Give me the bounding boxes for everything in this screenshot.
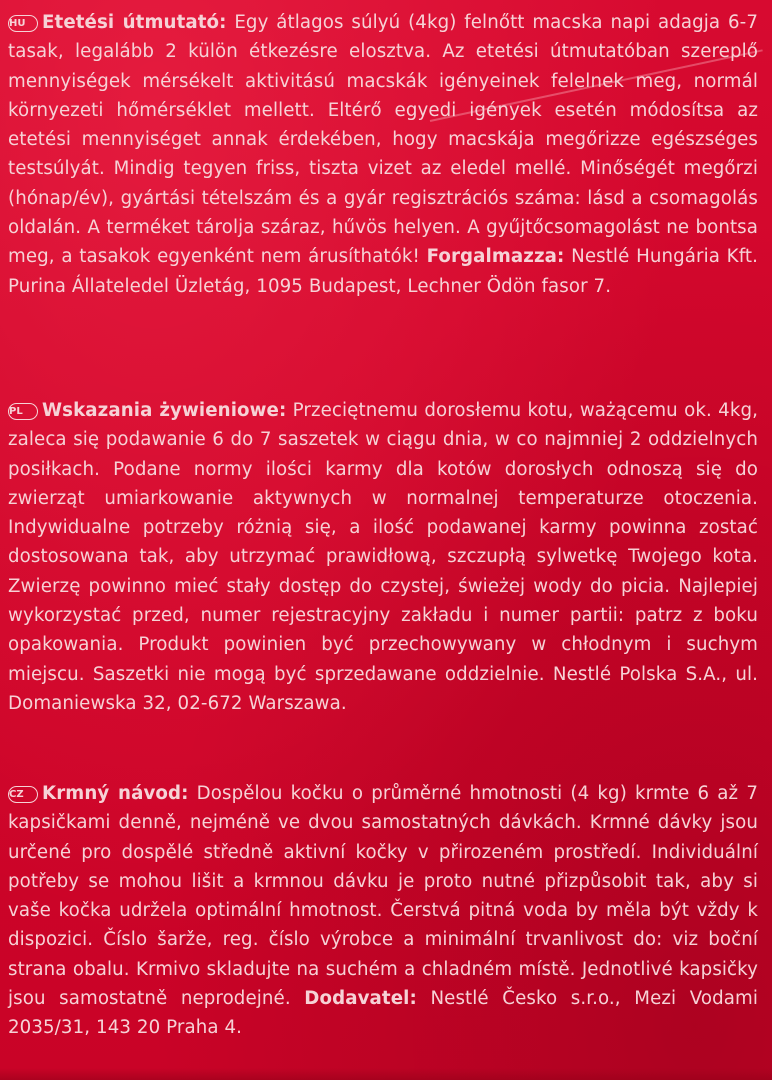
distributor-address-hu: Nestlé Hungária Kft. Purina Állateledel Üzletág, 1095 Budapest, Lechner Ödön fasor 7. xyxy=(8,246,758,297)
language-badge-pl: PL xyxy=(8,403,38,420)
supplier-label-cz: Dodavatel: xyxy=(304,988,417,1010)
section-czech xyxy=(8,779,758,1043)
feeding-guide-heading-pl: Wskazania żywieniowe: xyxy=(42,400,287,421)
feeding-guide-heading-hu: Etetési útmutató: xyxy=(42,12,227,33)
language-badge-hu: HU xyxy=(8,15,38,32)
feeding-guide-heading-cz: Krmný návod: xyxy=(42,783,189,804)
supplier-address-cz: Nestlé Česko s.r.o., Mezi Vodami 2035/31, 143 20 Praha 4. xyxy=(8,988,758,1039)
package-bottom-edge xyxy=(0,1068,772,1080)
language-badge-cz: CZ xyxy=(8,786,38,803)
section-hungarian xyxy=(8,8,758,301)
feeding-guide-text-pl: Przeciętnemu dorosłemu kotu, ważącemu ok. 4kg, zaleca się podawanie 6 do 7 saszetek w ciągu dnia, w co najmniej 2 oddzielnych posiłkach. Podane normy ilości karmy dla kotów dorosłych odnoszą się do zwierząt umiarkowanie aktywnych w normalnej temperaturze otoczenia. Indywidualne potrzeby różnią się, a ilość podawanej karmy powinna zostać dostosowana tak, aby utrzymać prawidłową, szczupłą sylwetkę Twojego kota. Zwierzę powinno mieć stały dostęp do czystej, świeżej wody do picia. Najlepiej wykorzystać przed, numer rejestracyjny zakładu i numer partii: patrz z boku opakowania. Produkt powinien być przechowywany w chłodnym i suchym miejscu. Saszetki nie mogą być sprzedawane oddzielnie. Nestlé Polska S.A., ul. Domaniewska 32, 02-672 Warszawa. xyxy=(8,400,758,714)
feeding-guide-text-hu: Egy átlagos súlyú (4kg) felnőtt macska napi adagja 6-7 tasak, legalább 2 külön étkezésre elosztva. Az etetési útmutatóban szereplő mennyiségek mérsékelt aktivitású macskák igényeinek felelnek meg, normál környezeti hőmérséklet mellett. Eltérő egyedi igények esetén módosítsa az etetési mennyiséget annak érdekében, hogy macskája megőrizze egészséges testsúlyát. Mindig tegyen friss, tiszta vizet az eledel mellé. Minőségét megőrzi (hónap/év), gyártási tételszám és a gyár regisztrációs száma: lásd a csomagolás oldalán. A terméket tárolja száraz, hűvös helyen. A gyűjtőcsomagolást ne bontsa meg, a tasakok egyenként nem árusíthatók! xyxy=(8,12,758,268)
distributor-label-hu: Forgalmazza: xyxy=(426,246,565,268)
feeding-guide-text-cz: Dospělou kočku o průměrné hmotnosti (4 kg) krmte 6 až 7 kapsičkami denně, nejméně ve dvou samostatných dávkách. Krmné dávky jsou určené pro dospělé středně aktivní kočky v přirozeném prostředí. Individuální potřeby se mohou lišit a krmnou dávku je proto nutné přizpůsobit tak, aby si vaše kočka udržela optimální hmotnost. Čerstvá pitná voda by měla být vždy k dispozici. Číslo šarže, reg. číslo výrobce a minimální trvanlivost do: viz boční strana obalu. Krmivo skladujte na suchém a chladném místě. Jednotlivé kapsičky jsou samostatně neprodejné. xyxy=(8,783,758,1010)
section-polish xyxy=(8,396,758,718)
